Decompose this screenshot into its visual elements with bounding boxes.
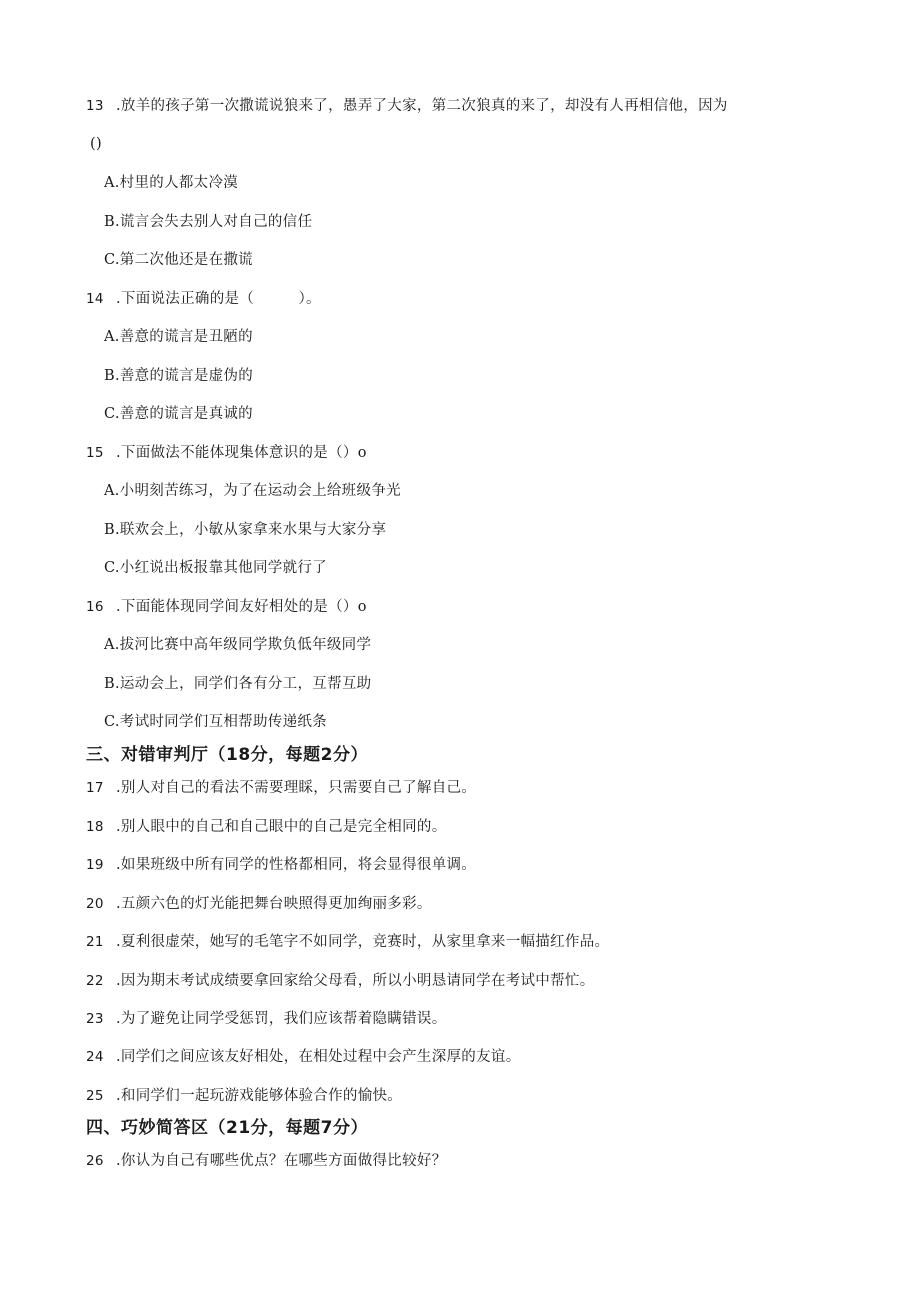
question-15 bbox=[86, 443, 367, 463]
question-text: .五颜六色的灯光能把舞台映照得更加绚丽多彩。 bbox=[116, 896, 432, 912]
section-heading-true-false: 三、对错审判厅（18分，每题2分） bbox=[86, 745, 368, 765]
question-text: .和同学们一起玩游戏能够体验合作的愉快。 bbox=[116, 1088, 403, 1104]
question-13 bbox=[86, 96, 728, 116]
question-19 bbox=[86, 855, 476, 875]
question-text: .下面说法正确的是（ ）。 bbox=[116, 291, 321, 307]
option-a: A.小明刻苦练习，为了在运动会上给班级争光 bbox=[104, 483, 401, 499]
question-14 bbox=[86, 289, 321, 309]
question-20 bbox=[86, 894, 432, 914]
option-b: B.善意的谎言是虚伪的 bbox=[104, 368, 254, 384]
question-number: 13 bbox=[86, 98, 104, 114]
question-22 bbox=[86, 971, 595, 991]
question-26 bbox=[86, 1151, 447, 1171]
question-text: .为了避免让同学受惩罚，我们应该帮着隐瞒错误。 bbox=[116, 1011, 447, 1027]
option-c: C.第二次他还是在撒谎 bbox=[104, 252, 253, 268]
question-number: 14 bbox=[86, 291, 104, 307]
question-text: .别人对自己的看法不需要理睬，只需要自己了解自己。 bbox=[116, 780, 477, 796]
question-16 bbox=[86, 597, 367, 617]
option-b: B.运动会上，同学们各有分工，互帮互助 bbox=[104, 676, 372, 692]
option-a: A.拔河比赛中高年级同学欺负低年级同学 bbox=[104, 637, 372, 653]
question-number: 21 bbox=[86, 934, 104, 950]
option-c: C.善意的谎言是真诚的 bbox=[104, 406, 253, 422]
question-25 bbox=[86, 1086, 402, 1106]
question-text: .同学们之间应该友好相处，在相处过程中会产生深厚的友谊。 bbox=[116, 1049, 521, 1065]
question-number: 17 bbox=[86, 780, 104, 796]
question-text: .如果班级中所有同学的性格都相同，将会显得很单调。 bbox=[116, 857, 477, 873]
question-text: .放羊的孩子第一次撒谎说狼来了，愚弄了大家，第二次狼真的来了，却没有人再相信他，因为 bbox=[116, 98, 728, 114]
option-b: B.联欢会上，小敏从家拿来水果与大家分享 bbox=[104, 522, 387, 538]
question-17 bbox=[86, 778, 476, 798]
question-number: 23 bbox=[86, 1011, 104, 1027]
option-b: B.谎言会失去别人对自己的信任 bbox=[104, 214, 313, 230]
question-text: .你认为自己有哪些优点？在哪些方面做得比较好？ bbox=[116, 1153, 447, 1169]
question-18 bbox=[86, 817, 447, 837]
question-number: 18 bbox=[86, 819, 104, 835]
option-a: A.村里的人都太冷漠 bbox=[104, 175, 239, 191]
question-number: 22 bbox=[86, 973, 104, 989]
question-text: .夏利很虚荣，她写的毛笔字不如同学，竞赛时，从家里拿来一幅描红作品。 bbox=[116, 934, 610, 950]
question-23 bbox=[86, 1009, 447, 1029]
question-text: .别人眼中的自己和自己眼中的自己是完全相同的。 bbox=[116, 819, 447, 835]
question-24 bbox=[86, 1047, 521, 1067]
option-c: C.考试时同学们互相帮助传递纸条 bbox=[104, 714, 327, 730]
section-heading-short-answer: 四、巧妙简答区（21分，每题7分） bbox=[86, 1118, 368, 1138]
question-21 bbox=[86, 932, 609, 952]
question-text: .下面能体现同学间友好相处的是（）o bbox=[116, 599, 367, 615]
question-number: 24 bbox=[86, 1049, 104, 1065]
question-text: .因为期末考试成绩要拿回家给父母看，所以小明恳请同学在考试中帮忙。 bbox=[116, 973, 595, 989]
question-number: 15 bbox=[86, 445, 104, 461]
question-text: .下面做法不能体现集体意识的是（）o bbox=[116, 445, 367, 461]
question-number: 19 bbox=[86, 857, 104, 873]
question-number: 20 bbox=[86, 896, 104, 912]
option-c: C.小红说出板报靠其他同学就行了 bbox=[104, 560, 327, 576]
option-a: A.善意的谎言是丑陋的 bbox=[104, 329, 253, 345]
question-number: 25 bbox=[86, 1088, 104, 1104]
question-13-answer-blank: () bbox=[90, 136, 102, 152]
question-number: 16 bbox=[86, 599, 104, 615]
question-number: 26 bbox=[86, 1153, 104, 1169]
